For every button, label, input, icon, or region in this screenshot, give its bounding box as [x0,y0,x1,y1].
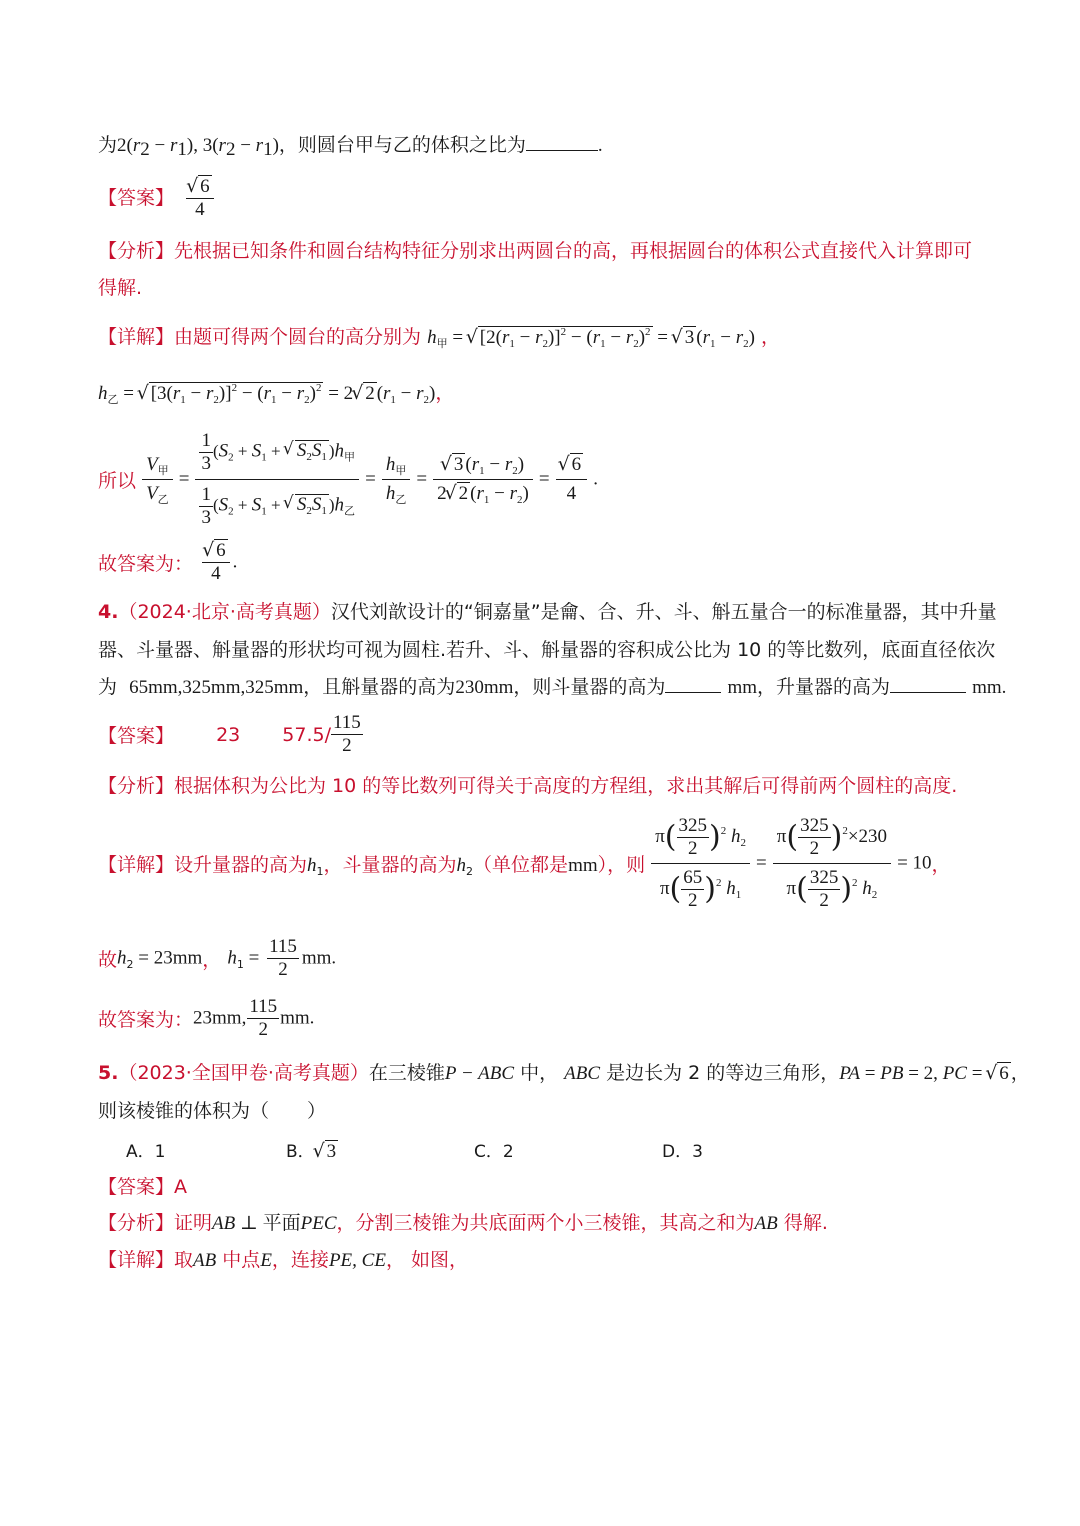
q3-detail-line-2: $h_乙$ = √ $[3(r_1 - r_2)]^2 - (r_1 - r_2)^2 = 2√$ 2 $(r_1 - r_2)$， [98,378,990,409]
q3-answer-fraction: √ $\frac{6}{4}$ [186,176,214,221]
q4-stem-line-1: 4.（2024·北京·高考真题）汉代刘歆设计的“铜嘉量”是龠、合、升、斗、斛五量合一的标准量器，其中升量 [98,601,997,623]
q3-conclusion: 故答案为： √ $\frac{6}{4}$ . [98,540,990,585]
choice-c[interactable]: C．2 [474,1142,514,1162]
detail-label: 【详解】 [98,326,175,348]
choice-b[interactable]: B．√ 3 [286,1137,338,1163]
q3-analysis-line-2: 得解. [98,277,143,299]
q4-stem-line-3: 为 65mm,325mm,325mm，且斛量器的高为230mm，则斗量器的高为 mm，升量器的高为 mm. [98,676,1007,698]
q3-volume-ratio: 所以 $\frac{V_甲}{V_乙}$ = $\frac{1}{3}$ ($S_2 + S_1$ + √ $S_2S_1$ )$h_甲$ $\frac{1}{3}$ ($S_2 + S_1$ + √ $S_2S_1$ )$h_乙$ = $\frac{h_甲}{h_乙}$ = √ $\frac{3 (r_1 - r_2)}{2√ 2 (r_1 - r_2)}$ = √ $\frac{6}{4}$ . [98,430,990,529]
q4-conclusion: 故答案为：23mm, $\frac{115}{2}$ mm. [98,996,315,1040]
q3-analysis-line-1: 【分析】先根据已知条件和圆台结构特征分别求出两圆台的高，再根据圆台的体积公式直接代入计算即可 [98,240,973,262]
answer-blank-1 [665,674,721,693]
q4-answer: 【答案】 23 57.5/ $\frac{115}{2}$ [98,712,361,756]
q3-answer [98,176,990,221]
choice-a[interactable]: A．1 [126,1142,166,1162]
answer-blank-2 [890,674,966,693]
q5-stem-line-1: 5.（2023·全国甲卷·高考真题）在三棱锥P − ABC 中， ABC 是边长为 2 的等边三角形，PA = PB = 2, PC = √ 6 ， [98,1058,990,1089]
q3-stem-tail: 为$2(r_2 - r_1)$, $3(r_2 - r_1)$，则圆台甲与乙的体积之比为 . [98,134,603,160]
choice-d[interactable]: D．3 [662,1142,703,1162]
q3-detail-line-1: 【详解】由题可得两个圆台的高分别为 $h_甲$ = √ $[2(r_1 - r_2)]^2 - (r_1 - r_2)^2$ = √ 3 $(r_1 - r_2)$ ， [98,322,990,353]
q5-answer: 【答案】A [98,1176,188,1198]
answer-label: 【答案】 [98,187,175,209]
q4-result: 故$h_2 = 23mm$， $h_1$ = $\frac{115}{2}$ mm. [98,936,337,980]
q4-analysis: 【分析】根据体积为公比为 10 的等比数列可得关于高度的方程组，求出其解后可得前两个圆柱的高度. [98,775,958,797]
answer-blank [526,132,598,151]
q5-analysis: 【分析】证明AB ⊥ 平面PEC，分割三棱锥为共底面两个小三棱锥，其高之和为AB 得解. [98,1212,828,1234]
analysis-label: 【分析】 [98,240,175,262]
q4-detail: 【详解】设升量器的高为$h_1$，斗量器的高为$h_2$（单位都是mm），则 π( $\frac{325}{2}$ )$^2$ $h_2$ π( $\frac{65}{2}$ )$^2$ $h_1$ = π( $\frac{325}{2}$ )$^2$×230 π( $\frac{325}{2}$ )$^2$ $h_2$ = 10， [98,815,951,911]
q5-stem-line-2: 则该棱锥的体积为（ ） [98,1100,327,1122]
q4-stem-line-2: 器、斗量器、斛量器的形状均可视为圆柱.若升、斗、斛量器的容积成公比为 10 的等比数列，底面直径依次 [98,639,996,661]
q5-detail: 【详解】取AB 中点E，连接PE, CE， 如图， [98,1249,468,1271]
